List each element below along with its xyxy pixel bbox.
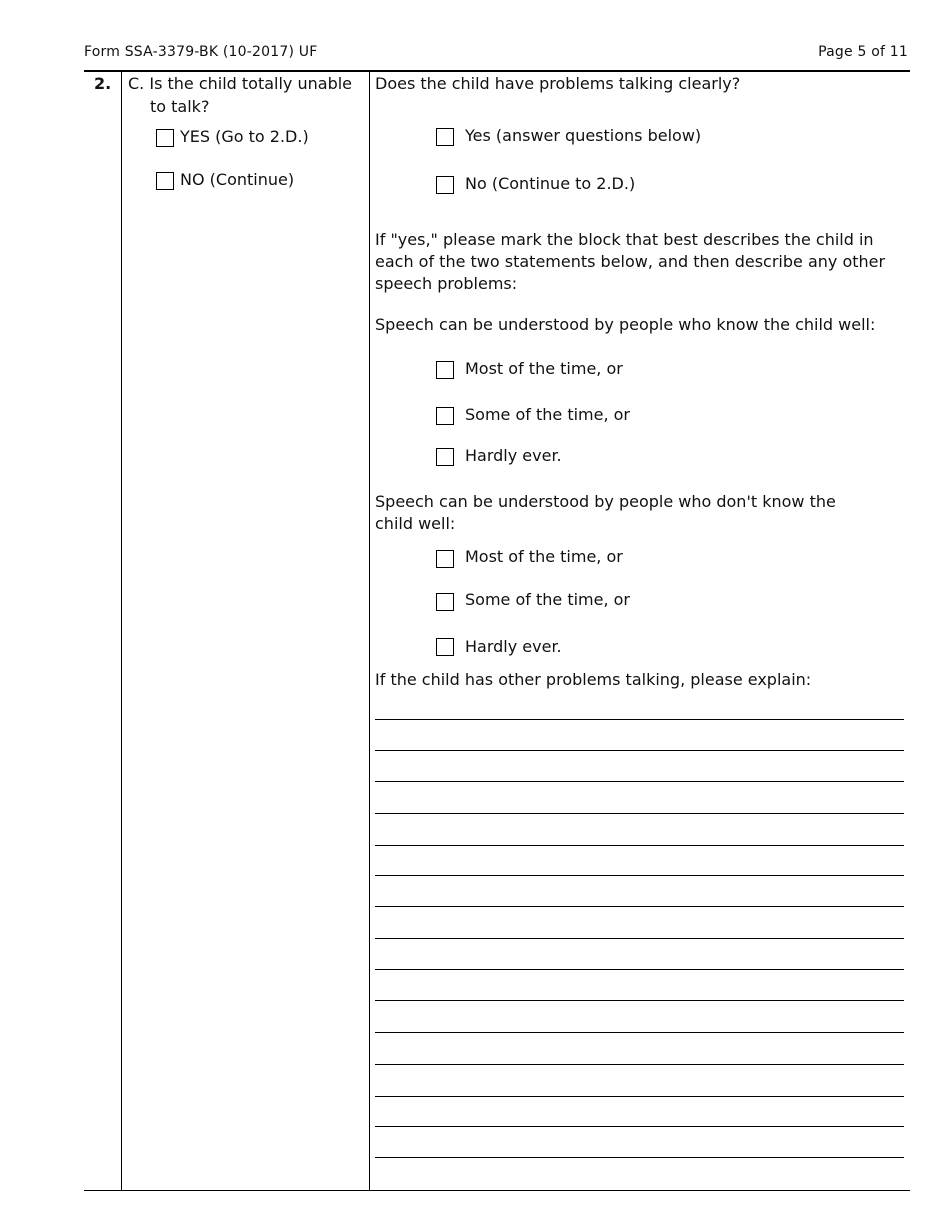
talk-no-checkbox[interactable] xyxy=(436,176,454,194)
unknown-most-checkbox[interactable] xyxy=(436,550,454,568)
answer-line[interactable] xyxy=(375,969,904,970)
answer-line[interactable] xyxy=(375,938,904,939)
c-yes-label: YES (Go to 2.D.) xyxy=(180,127,309,146)
unknown-hardly-label: Hardly ever. xyxy=(465,637,562,656)
question-c-label-line2: to talk? xyxy=(150,97,210,116)
answer-line[interactable] xyxy=(375,1032,904,1033)
known-some-label: Some of the time, or xyxy=(465,405,630,424)
answer-line[interactable] xyxy=(375,906,904,907)
answer-line[interactable] xyxy=(375,1064,904,1065)
known-hardly-checkbox[interactable] xyxy=(436,448,454,466)
talk-no-label: No (Continue to 2.D.) xyxy=(465,174,636,193)
table-top-border xyxy=(84,70,910,72)
known-some-checkbox[interactable] xyxy=(436,407,454,425)
known-most-label: Most of the time, or xyxy=(465,359,623,378)
unknown-well-question: Speech can be understood by people who don't know the child well: xyxy=(375,492,836,533)
known-most-checkbox[interactable] xyxy=(436,361,454,379)
answer-line[interactable] xyxy=(375,845,904,846)
talk-clearly-question: Does the child have problems talking clearly? xyxy=(375,74,741,93)
talk-yes-checkbox[interactable] xyxy=(436,128,454,146)
c-no-label: NO (Continue) xyxy=(180,170,295,189)
question-number: 2. xyxy=(94,74,112,93)
unknown-some-checkbox[interactable] xyxy=(436,593,454,611)
unknown-some-label: Some of the time, or xyxy=(465,590,630,609)
table-bottom-border xyxy=(84,1190,910,1191)
question-c-label-line1: C. Is the child totally unable xyxy=(128,74,353,93)
answer-line[interactable] xyxy=(375,719,904,720)
c-no-checkbox[interactable] xyxy=(156,172,174,190)
talk-yes-label: Yes (answer questions below) xyxy=(465,126,702,145)
answer-line[interactable] xyxy=(375,750,904,751)
unknown-most-label: Most of the time, or xyxy=(465,547,623,566)
column-divider-1 xyxy=(121,71,122,1191)
answer-line[interactable] xyxy=(375,1096,904,1097)
known-well-question: Speech can be understood by people who know the child well: xyxy=(375,315,876,334)
answer-line[interactable] xyxy=(375,875,904,876)
explain-prompt: If the child has other problems talking, please explain: xyxy=(375,670,812,689)
answer-line[interactable] xyxy=(375,813,904,814)
form-id: Form SSA-3379-BK (10-2017) UF xyxy=(84,44,318,60)
answer-line[interactable] xyxy=(375,1126,904,1127)
page-number: Page 5 of 11 xyxy=(818,44,908,60)
instructions-text: If "yes," please mark the block that best describes the child in each of the two statements below, and then describe any other speech problems: xyxy=(375,230,886,293)
unknown-hardly-checkbox[interactable] xyxy=(436,638,454,656)
known-hardly-label: Hardly ever. xyxy=(465,446,562,465)
answer-line[interactable] xyxy=(375,1000,904,1001)
answer-line[interactable] xyxy=(375,781,904,782)
answer-line[interactable] xyxy=(375,1157,904,1158)
c-yes-checkbox[interactable] xyxy=(156,129,174,147)
column-divider-2 xyxy=(369,71,370,1191)
